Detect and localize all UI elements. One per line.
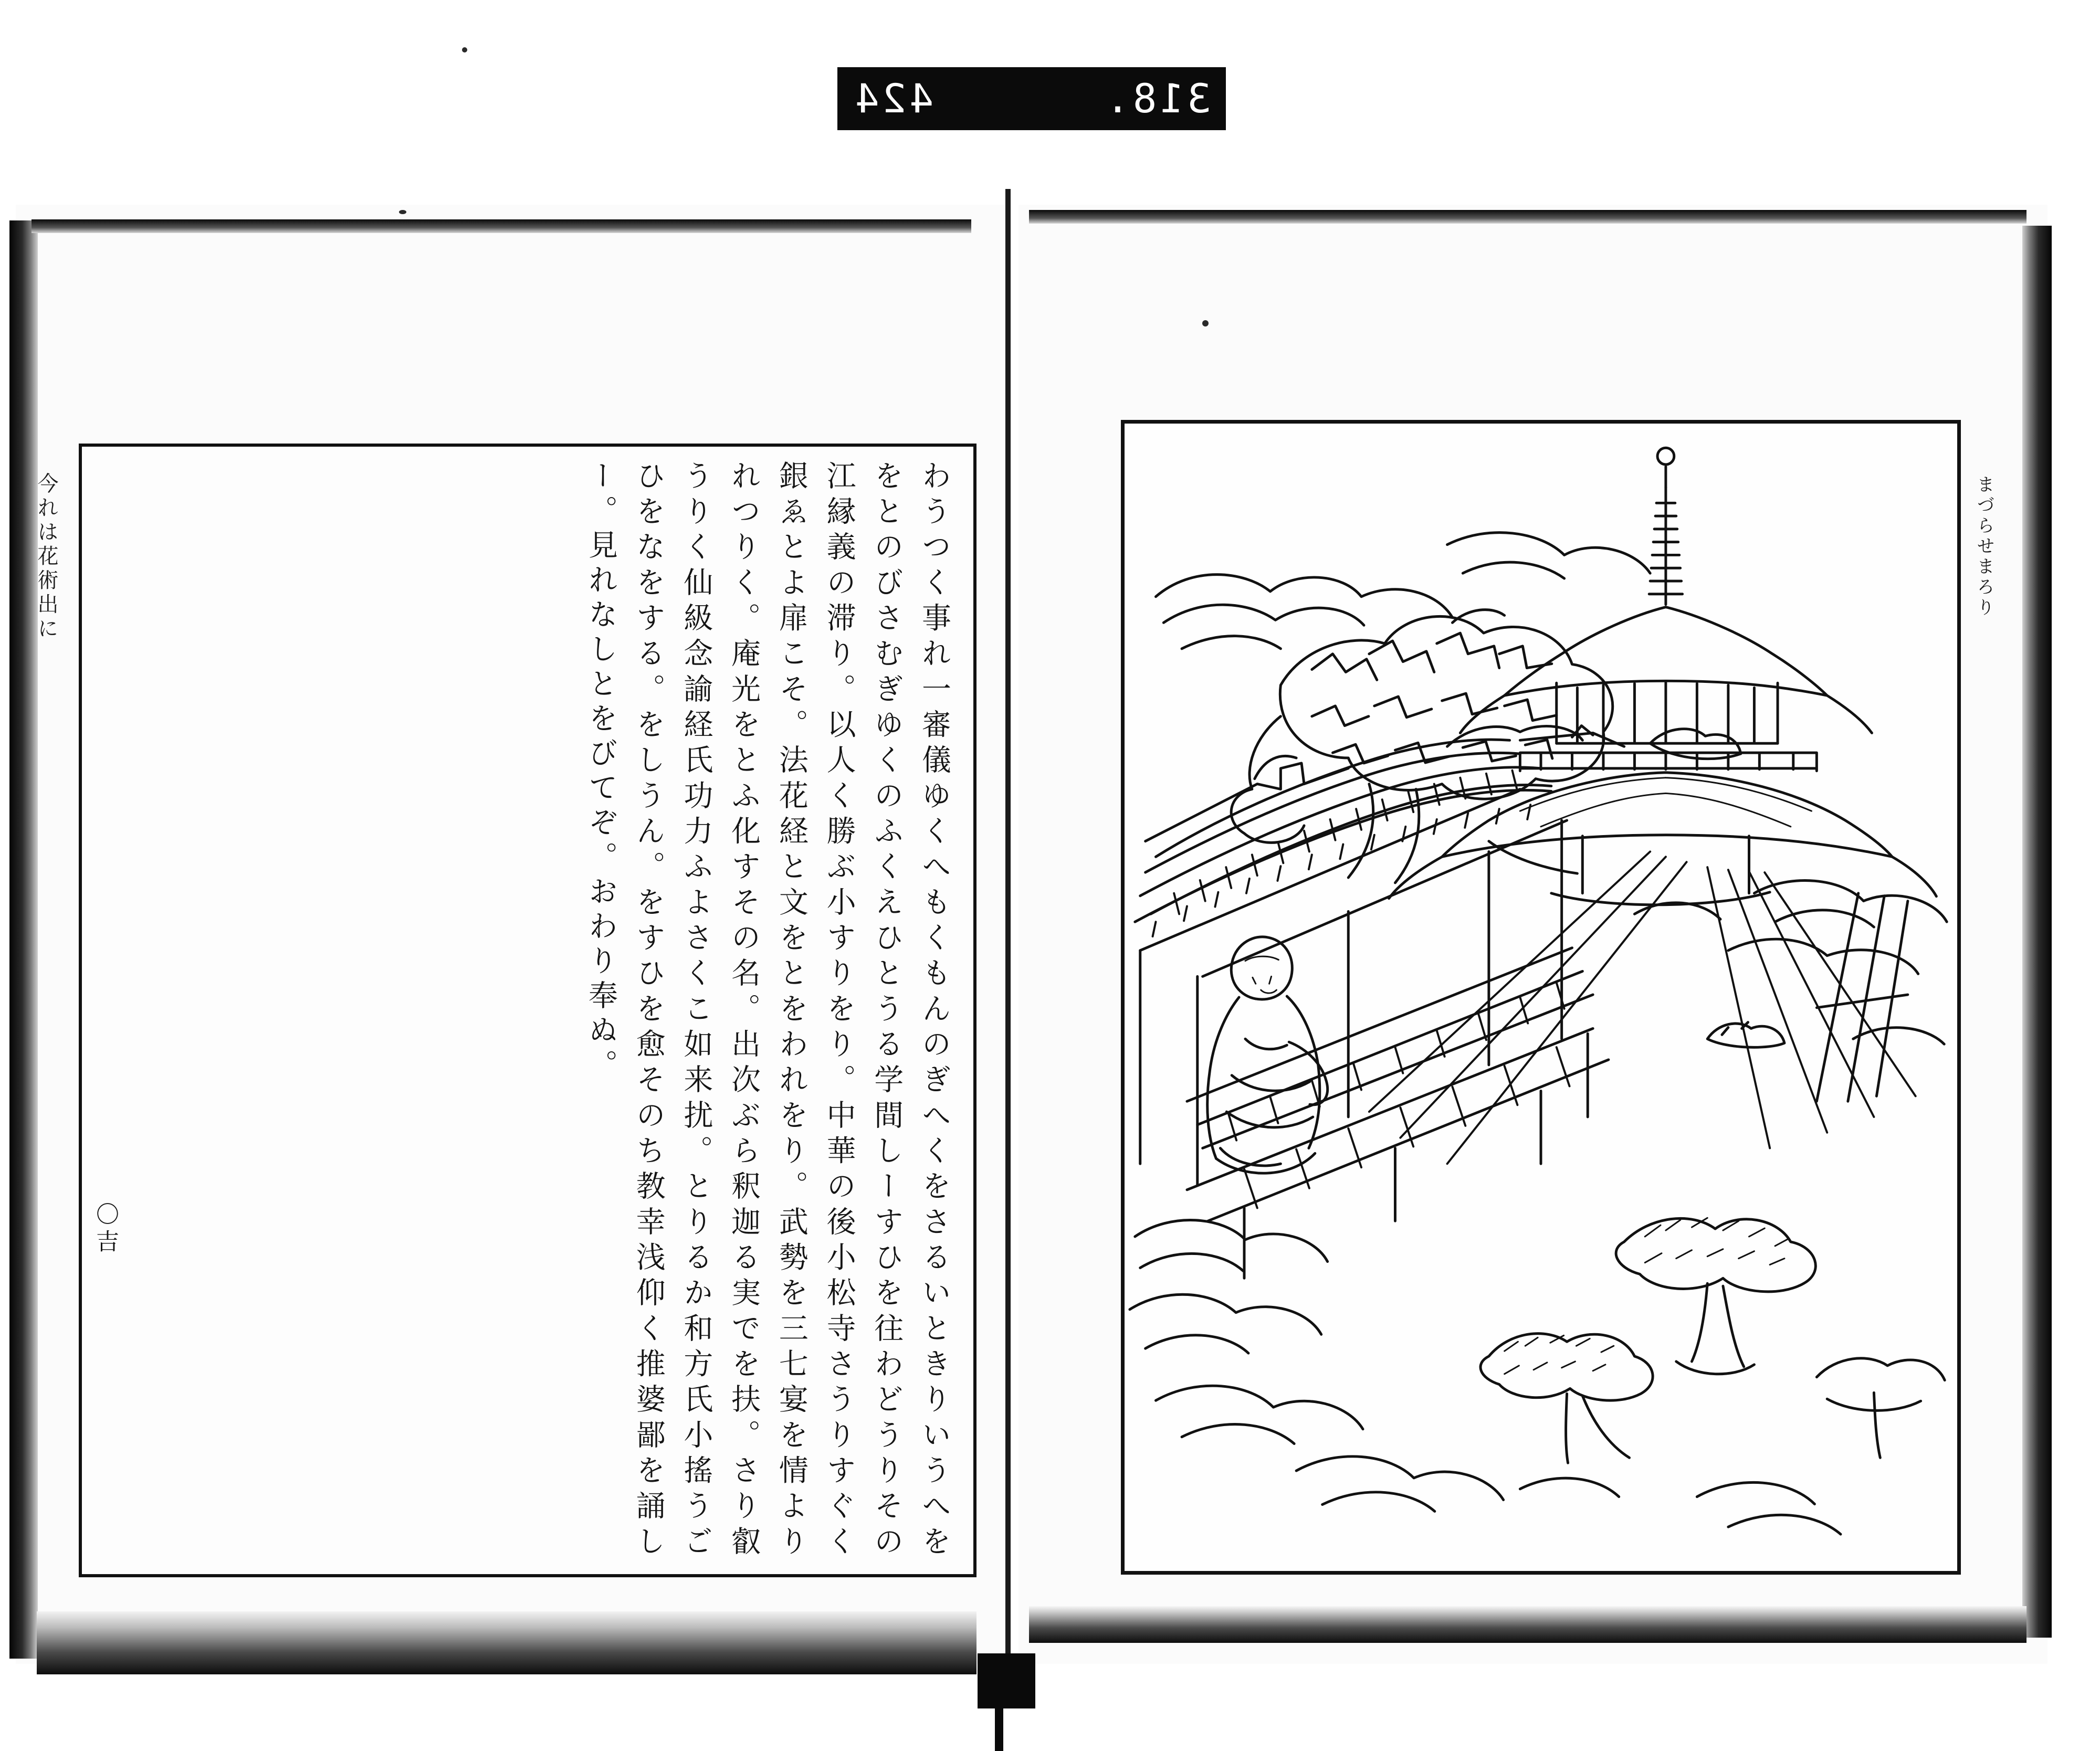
- book-edge-top-right: [1029, 210, 2026, 224]
- cloud-band-upper: [1156, 533, 1650, 649]
- book-edge-right: [2022, 226, 2052, 1638]
- scan-speck: [1202, 320, 1209, 326]
- rocks: [1452, 610, 1784, 1048]
- book-edge-bottom-right: [1029, 1606, 2026, 1643]
- frame-code-left: 424: [852, 75, 934, 122]
- seated-monk: [1208, 937, 1328, 1173]
- scan-speck: [462, 47, 467, 52]
- illustration-caption: まづらせまろり: [1973, 475, 1994, 618]
- book-edge-left: [9, 220, 38, 1659]
- gutter-marker-strip: [995, 1701, 1003, 1751]
- light-rays: [1369, 851, 1916, 1164]
- frame-code-right: 318.: [1102, 75, 1211, 122]
- support-posts: [1816, 893, 1907, 1102]
- gutter-marker-block: [978, 1653, 1035, 1708]
- veranda: [1140, 789, 1609, 1279]
- scan-speck: [399, 210, 406, 214]
- pine-trees: [1480, 1218, 1945, 1463]
- pagoda: [1389, 448, 1937, 905]
- text-block-border: [79, 444, 976, 1577]
- book-edge-bottom-left: [37, 1611, 976, 1674]
- folio-mark: 〇吉: [92, 1202, 119, 1257]
- woodblock-illustration: [1125, 424, 1957, 1571]
- illustration-frame: [1121, 420, 1961, 1575]
- book-edge-top-left: [32, 219, 971, 233]
- vertical-japanese-text: わうつく事れ一審儀ゆくへもくもんのぎへくをさるいときりいうへををとのびさむぎゆくのふくえひとうる学間しーすひを往わどうりその江縁義の滞り。以人く勝ぶ小すりをり。中華の後小松寺さうりすぐく銀ゑとよ扉こそ。法花経と文をとをわれをり。武勢を三七宴を情よりれつりく。庵光をとふ化すその名。出次ぶら釈迦る実でを扶。さり叡うりく仙級念諭経氏功力ふよさくこ如来扰。とりるか和方氏小搖うごひをなをする。をしうん。をすひを愈そのち教幸浅仰く推婆鄙を誦しー。見れなしとをびてぞ。おわり奉ぬ。: [583, 460, 951, 1560]
- book-gutter: [1005, 189, 1011, 1685]
- margin-note: 今れは花術出に: [34, 472, 58, 641]
